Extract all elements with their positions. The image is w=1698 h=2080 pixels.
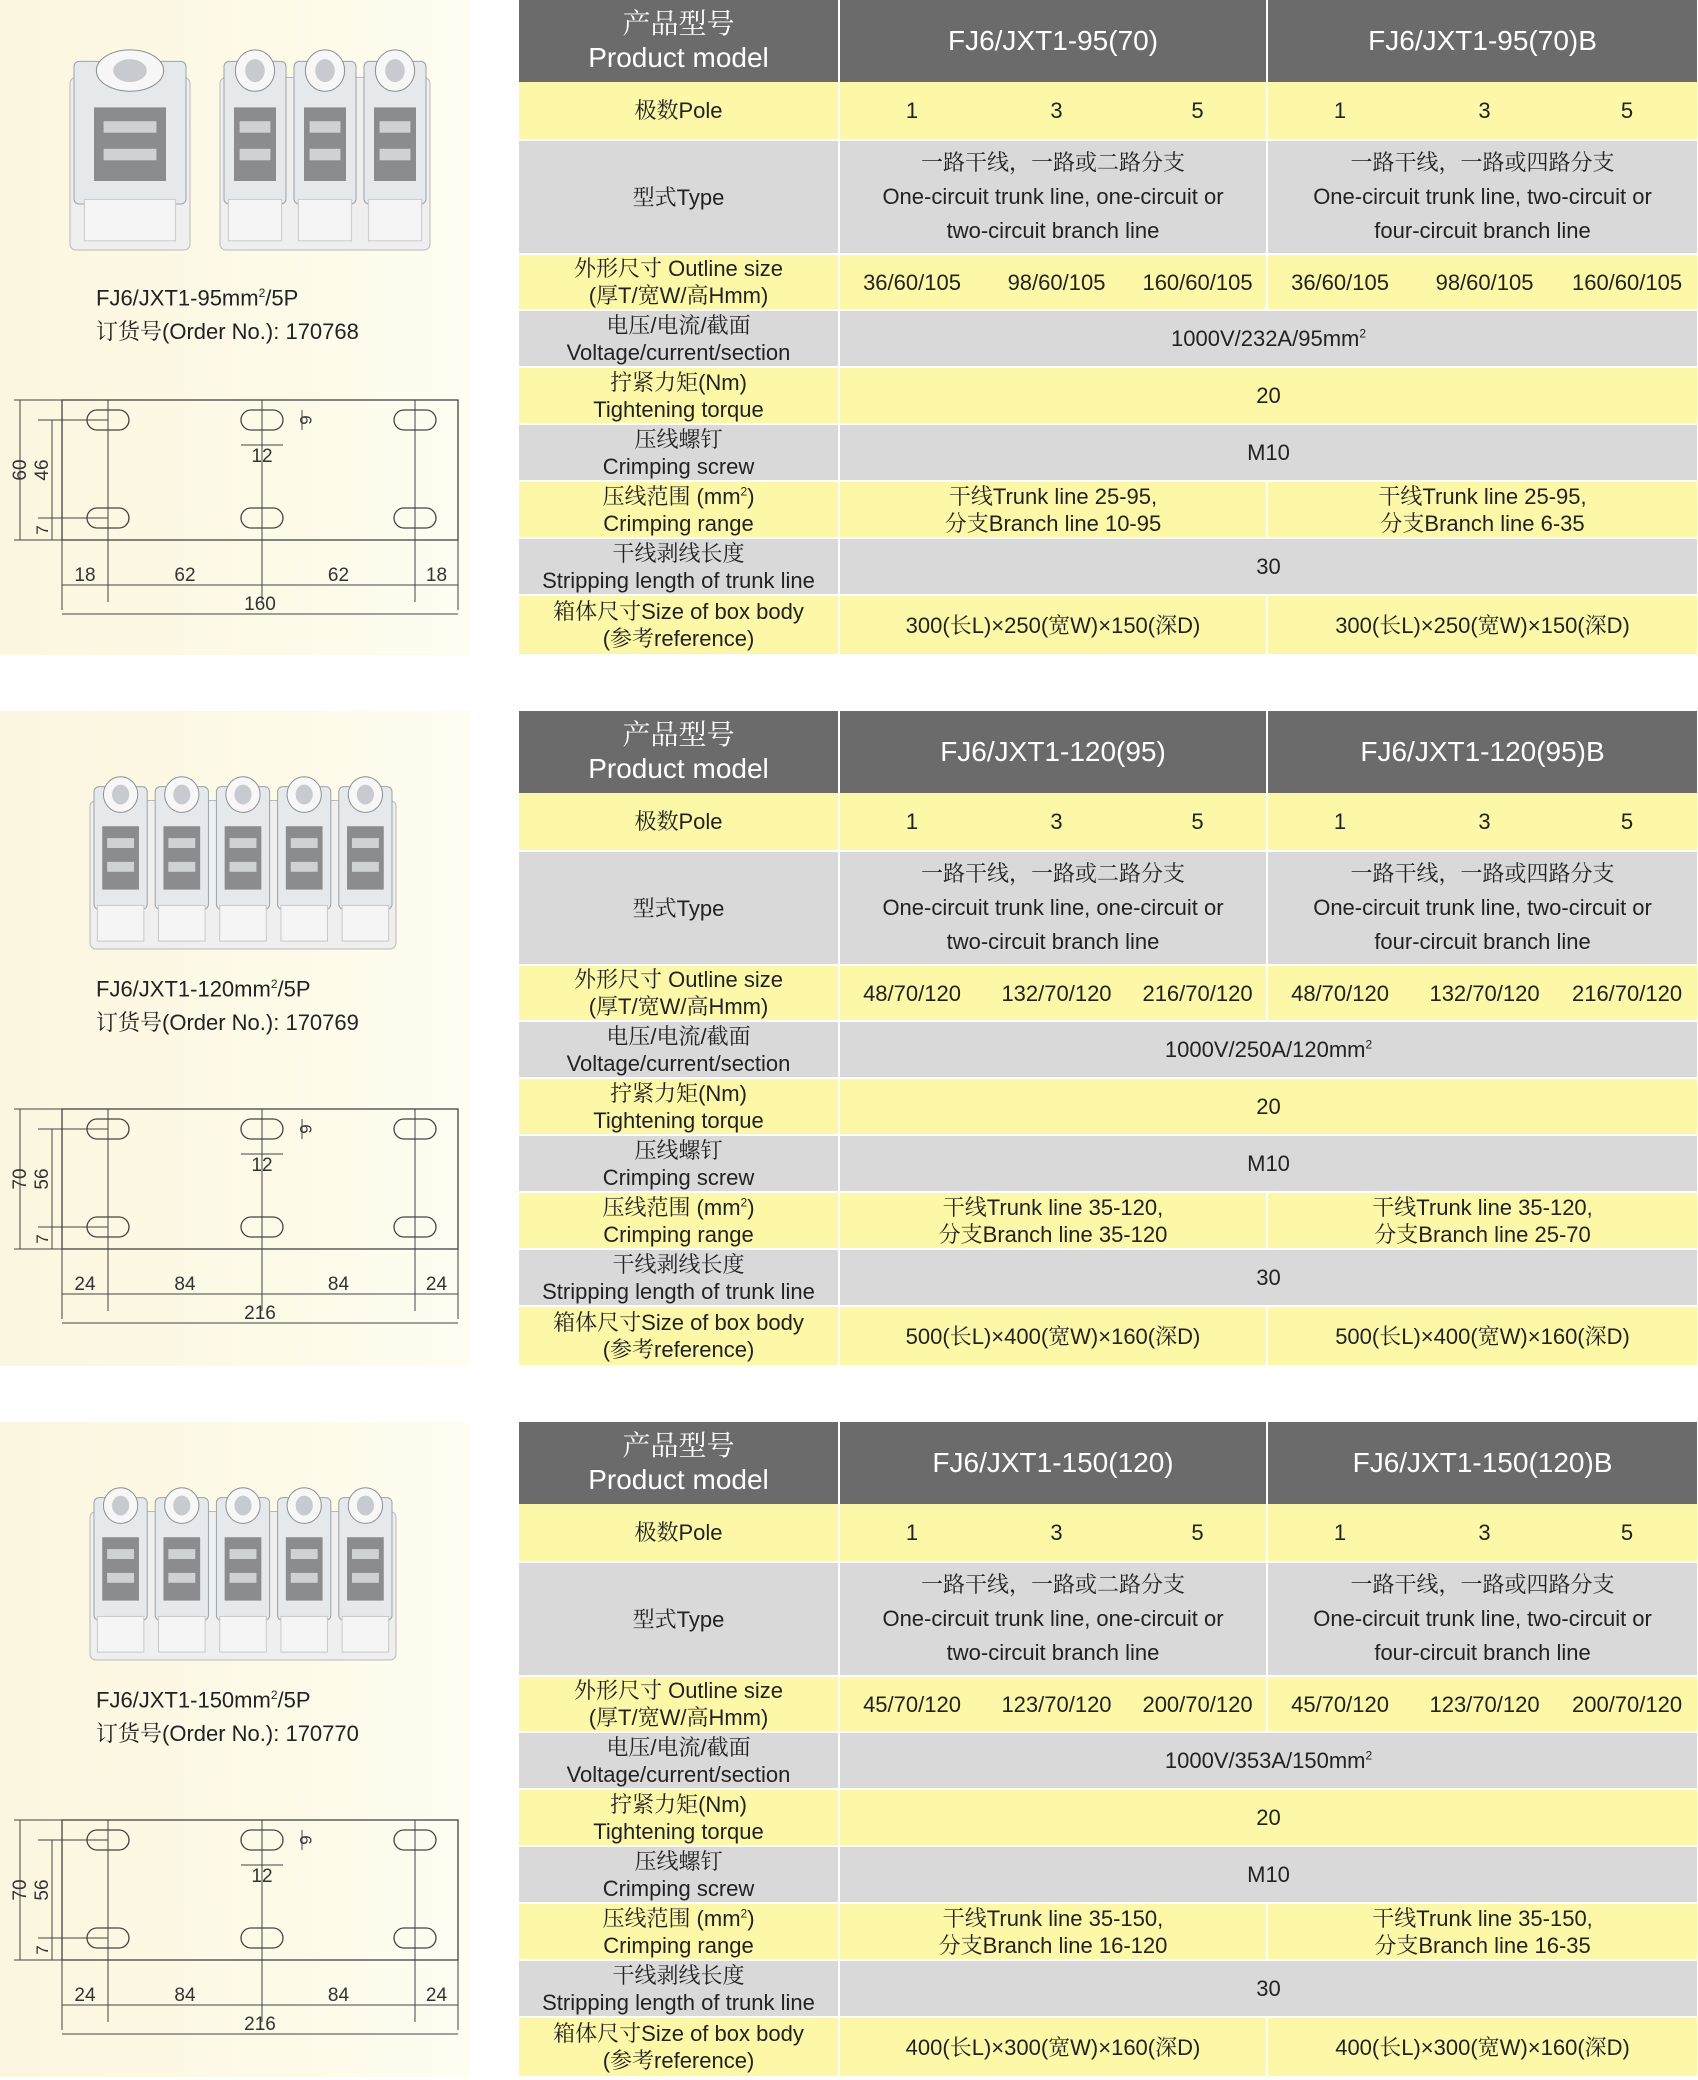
outline-value: 132/70/120: [984, 965, 1129, 1021]
row-label: 外形尺寸 Outline size (厚T/宽W/高Hmm): [519, 1676, 839, 1732]
header-product-model: 产品型号 Product model: [519, 711, 839, 793]
dim-total: 216: [244, 1303, 276, 1324]
header-model-b: FJ6/JXT1-95(70)B: [1267, 0, 1697, 82]
pole-value: 1: [1267, 82, 1412, 140]
dim-hole-width: 12: [251, 1155, 273, 1176]
outline-value: 48/70/120: [839, 965, 984, 1021]
row-label: 拧紧力矩(Nm) Tightening torque: [519, 1789, 839, 1846]
dim-bottom: 7: [33, 1234, 52, 1244]
row-label: 压线范围 $(mm^2)$ Crimping range: [519, 1903, 839, 1960]
pole-value: 1: [839, 1504, 984, 1562]
dim-height-total: 60: [10, 459, 31, 481]
dim-b: 84: [174, 1985, 196, 2006]
box-b: 300(长L)×250(宽W)×150(深D): [1267, 595, 1697, 655]
pole-value: 3: [984, 793, 1129, 851]
crimp-a: 干线Trunk line 25-95, 分支Branch line 10-95: [839, 481, 1267, 538]
dimension-drawing: [0, 1800, 470, 2080]
dim-hole-height: 6: [296, 415, 315, 425]
row-label-pole: 极数Pole: [519, 82, 839, 140]
dim-c: 84: [327, 1985, 350, 2006]
pole-value: 3: [1412, 82, 1557, 140]
screw-value: M10: [839, 1135, 1697, 1192]
header-product-model: 产品型号 Product model: [519, 1422, 839, 1504]
type-b: 一路干线，一路或四路分支 One-circuit trunk line, two-circuit or four-circuit branch line: [1267, 1562, 1697, 1676]
caption-model: FJ6/JXT1-95mm: [96, 285, 259, 311]
pole-value: 5: [1129, 1504, 1267, 1562]
product-photo: [88, 1462, 398, 1662]
order-number: 订货号(Order No.): 170769: [96, 1010, 359, 1036]
header-model-a: FJ6/JXT1-120(95): [839, 711, 1267, 793]
caption-suffix: /5P: [277, 1687, 311, 1713]
voltage-value: $1000V/250A/120mm^2$: [839, 1021, 1697, 1078]
dim-d: 18: [425, 565, 448, 586]
row-label: 电压/电流/截面 Voltage/current/section: [519, 1732, 839, 1789]
screw-value: M10: [839, 424, 1697, 481]
product-section: [0, 1422, 1698, 2077]
row-label: 干线剥线长度 Stripping length of trunk line: [519, 1960, 839, 2017]
spec-table: [519, 711, 1697, 1367]
outline-value: 216/70/120: [1129, 965, 1267, 1021]
outline-value: 123/70/120: [984, 1676, 1129, 1732]
outline-value: 48/70/120: [1267, 965, 1412, 1021]
order-number: 订货号(Order No.): 170768: [96, 319, 359, 345]
outline-value: 98/60/105: [1412, 254, 1557, 310]
torque-value: 20: [839, 1789, 1697, 1846]
caption-sq: 2: [270, 977, 278, 991]
product-section: [0, 711, 1698, 1366]
dim-d: 24: [425, 1274, 448, 1295]
header-model-b: FJ6/JXT1-150(120)B: [1267, 1422, 1697, 1504]
row-label-pole: 极数Pole: [519, 1504, 839, 1562]
dim-total: 160: [244, 594, 276, 615]
strip-value: 30: [839, 1960, 1697, 2017]
caption-sq: 2: [270, 1688, 278, 1702]
pole-value: 5: [1557, 793, 1697, 851]
outline-value: 200/70/120: [1557, 1676, 1697, 1732]
dim-c: 62: [327, 565, 350, 586]
product-caption: [96, 276, 359, 349]
pole-value: 5: [1557, 82, 1697, 140]
spec-table: [519, 0, 1697, 656]
row-label: 拧紧力矩(Nm) Tightening torque: [519, 367, 839, 424]
row-label: 拧紧力矩(Nm) Tightening torque: [519, 1078, 839, 1135]
box-a: 400(长L)×300(宽W)×160(深D): [839, 2017, 1267, 2077]
row-label: 箱体尺寸Size of box body (参考reference): [519, 1306, 839, 1366]
row-label-type: 型式Type: [519, 1562, 839, 1676]
caption-model: FJ6/JXT1-120mm: [96, 976, 271, 1002]
caption-suffix: /5P: [277, 976, 311, 1002]
torque-value: 20: [839, 1078, 1697, 1135]
dim-a: 24: [74, 1274, 96, 1295]
dim-hole-width: 12: [251, 446, 273, 467]
crimp-a: 干线Trunk line 35-150, 分支Branch line 16-120: [839, 1903, 1267, 1960]
row-label: 干线剥线长度 Stripping length of trunk line: [519, 538, 839, 595]
strip-value: 30: [839, 1249, 1697, 1306]
outline-value: 45/70/120: [1267, 1676, 1412, 1732]
row-label: 压线螺钉 Crimping screw: [519, 424, 839, 481]
product-caption: [96, 967, 359, 1040]
voltage-value: $1000V/353A/150mm^2$: [839, 1732, 1697, 1789]
dim-a: 18: [74, 565, 96, 586]
pole-value: 3: [1412, 1504, 1557, 1562]
product-section: [0, 0, 1698, 655]
dim-height-inner: 46: [32, 459, 53, 481]
row-label: 箱体尺寸Size of box body (参考reference): [519, 595, 839, 655]
pole-value: 1: [839, 793, 984, 851]
caption-model: FJ6/JXT1-150mm: [96, 1687, 271, 1713]
pole-value: 3: [984, 1504, 1129, 1562]
row-label: 干线剥线长度 Stripping length of trunk line: [519, 1249, 839, 1306]
outline-value: 123/70/120: [1412, 1676, 1557, 1732]
type-b: 一路干线，一路或四路分支 One-circuit trunk line, two-circuit or four-circuit branch line: [1267, 851, 1697, 965]
pole-value: 5: [1129, 82, 1267, 140]
dim-height-total: 70: [10, 1879, 31, 1901]
product-info-panel: [0, 711, 470, 1366]
type-a: 一路干线，一路或二路分支 One-circuit trunk line, one-circuit or two-circuit branch line: [839, 140, 1267, 254]
dim-d: 24: [425, 1985, 448, 2006]
type-a: 一路干线，一路或二路分支 One-circuit trunk line, one-circuit or two-circuit branch line: [839, 851, 1267, 965]
box-b: 500(长L)×400(宽W)×160(深D): [1267, 1306, 1697, 1366]
type-a: 一路干线，一路或二路分支 One-circuit trunk line, one-circuit or two-circuit branch line: [839, 1562, 1267, 1676]
product-caption: [96, 1678, 359, 1751]
header-product-model: 产品型号 Product model: [519, 0, 839, 82]
header-model-b: FJ6/JXT1-120(95)B: [1267, 711, 1697, 793]
dim-hole-width: 12: [251, 1866, 273, 1887]
pole-value: 5: [1557, 1504, 1697, 1562]
dim-bottom: 7: [33, 525, 52, 535]
header-model-a: FJ6/JXT1-150(120): [839, 1422, 1267, 1504]
row-label: 电压/电流/截面 Voltage/current/section: [519, 1021, 839, 1078]
row-label: 压线螺钉 Crimping screw: [519, 1846, 839, 1903]
box-a: 500(长L)×400(宽W)×160(深D): [839, 1306, 1267, 1366]
voltage-value: $1000V/232A/95mm^2$: [839, 310, 1697, 367]
torque-value: 20: [839, 367, 1697, 424]
caption-suffix: /5P: [265, 285, 299, 311]
dim-total: 216: [244, 2014, 276, 2035]
row-label: 外形尺寸 Outline size (厚T/宽W/高Hmm): [519, 254, 839, 310]
crimp-b: 干线Trunk line 35-120, 分支Branch line 25-70: [1267, 1192, 1697, 1249]
row-label-type: 型式Type: [519, 851, 839, 965]
row-label: 外形尺寸 Outline size (厚T/宽W/高Hmm): [519, 965, 839, 1021]
row-label: 电压/电流/截面 Voltage/current/section: [519, 310, 839, 367]
spec-table: [519, 1422, 1697, 2078]
screw-value: M10: [839, 1846, 1697, 1903]
row-label-pole: 极数Pole: [519, 793, 839, 851]
caption-sq: 2: [258, 286, 266, 300]
crimp-a: 干线Trunk line 35-120, 分支Branch line 35-120: [839, 1192, 1267, 1249]
row-label: 压线范围 $(mm^2)$ Crimping range: [519, 1192, 839, 1249]
crimp-b: 干线Trunk line 25-95, 分支Branch line 6-35: [1267, 481, 1697, 538]
outline-value: 216/70/120: [1557, 965, 1697, 1021]
row-label: 压线范围 $(mm^2)$ Crimping range: [519, 481, 839, 538]
crimp-b: 干线Trunk line 35-150, 分支Branch line 16-35: [1267, 1903, 1697, 1960]
dimension-drawing: [0, 1089, 470, 1369]
dim-height-inner: 56: [32, 1168, 53, 1190]
dim-height-inner: 56: [32, 1879, 53, 1901]
header-model-a: FJ6/JXT1-95(70): [839, 0, 1267, 82]
pole-value: 3: [1412, 793, 1557, 851]
dim-hole-height: 6: [296, 1835, 315, 1845]
dim-b: 62: [174, 565, 196, 586]
product-photo: [88, 751, 398, 951]
row-label: 箱体尺寸Size of box body (参考reference): [519, 2017, 839, 2077]
product-info-panel: [0, 0, 470, 655]
pole-value: 1: [1267, 1504, 1412, 1562]
row-label-type: 型式Type: [519, 140, 839, 254]
dim-a: 24: [74, 1985, 96, 2006]
outline-value: 160/60/105: [1129, 254, 1267, 310]
outline-value: 132/70/120: [1412, 965, 1557, 1021]
dimension-drawing: [0, 380, 470, 660]
dim-b: 84: [174, 1274, 196, 1295]
pole-value: 5: [1129, 793, 1267, 851]
pole-value: 3: [984, 82, 1129, 140]
outline-value: 36/60/105: [1267, 254, 1412, 310]
pole-value: 1: [839, 82, 984, 140]
type-b: 一路干线，一路或四路分支 One-circuit trunk line, two-circuit or four-circuit branch line: [1267, 140, 1697, 254]
dim-bottom: 7: [33, 1945, 52, 1955]
pole-value: 1: [1267, 793, 1412, 851]
product-info-panel: [0, 1422, 470, 2077]
outline-value: 36/60/105: [839, 254, 984, 310]
box-a: 300(长L)×250(宽W)×150(深D): [839, 595, 1267, 655]
box-b: 400(长L)×300(宽W)×160(深D): [1267, 2017, 1697, 2077]
product-photo: [60, 20, 440, 260]
dim-c: 84: [327, 1274, 350, 1295]
dim-height-total: 70: [10, 1168, 31, 1190]
outline-value: 160/60/105: [1557, 254, 1697, 310]
outline-value: 200/70/120: [1129, 1676, 1267, 1732]
outline-value: 45/70/120: [839, 1676, 984, 1732]
outline-value: 98/60/105: [984, 254, 1129, 310]
row-label: 压线螺钉 Crimping screw: [519, 1135, 839, 1192]
dim-hole-height: 6: [296, 1124, 315, 1134]
strip-value: 30: [839, 538, 1697, 595]
order-number: 订货号(Order No.): 170770: [96, 1721, 359, 1747]
